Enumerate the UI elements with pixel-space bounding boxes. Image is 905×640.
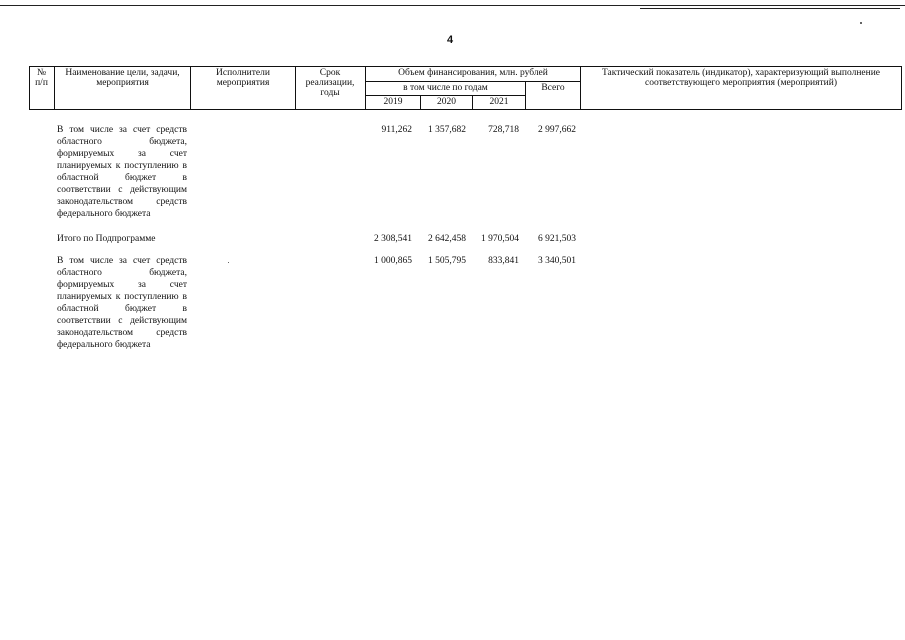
row-3-2019: 1 000,865 xyxy=(374,256,412,266)
row-1-2019: 911,262 xyxy=(381,125,412,135)
header-period: Срок реализации, годы xyxy=(305,68,355,98)
row-2-2020: 2 642,458 xyxy=(428,234,466,244)
header-funding: Объем финансирования, млн. рублей xyxy=(398,68,548,78)
row-1-total: 2 997,662 xyxy=(538,125,576,135)
header-executors: Исполнители мероприятия xyxy=(216,68,270,88)
row-2-2019: 2 308,541 xyxy=(374,234,412,244)
scan-edge-line xyxy=(0,5,905,6)
scan-edge-line-2 xyxy=(640,8,900,9)
header-total: Всего xyxy=(541,83,565,93)
page-number: 4 xyxy=(447,34,454,46)
header-year-2019: 2019 xyxy=(383,97,403,107)
scan-speck xyxy=(860,22,862,24)
row-1-2021: 728,718 xyxy=(488,125,519,135)
header-year-2021: 2021 xyxy=(489,97,509,107)
row-1-2020: 1 357,682 xyxy=(428,125,466,135)
header-name: Наименование цели, задачи, мероприятия xyxy=(65,68,180,88)
scan-speck-2 xyxy=(228,262,229,263)
row-3-2020: 1 505,795 xyxy=(428,256,466,266)
row-3-total: 3 340,501 xyxy=(538,256,576,266)
row-2-2021: 1 970,504 xyxy=(481,234,519,244)
header-by-years: в том числе по годам xyxy=(403,83,488,93)
row-3-name: В том числе за счет средств областного бюджета, формируемых за счет планируемых к поступлению в областной бюджет в соответствии с действующим законодательством средств федерального бюджета xyxy=(57,256,187,350)
row-3-2021: 833,841 xyxy=(488,256,519,266)
row-2-name: Итого по Подпрограмме xyxy=(57,234,156,244)
row-2-total: 6 921,503 xyxy=(538,234,576,244)
table-header xyxy=(29,66,902,110)
header-indicator: Тактический показатель (индикатор), характеризующий выполнение соответствующего мероприятия (мероприятий) xyxy=(601,68,881,88)
header-number: № п/п xyxy=(35,68,48,88)
row-1-name: В том числе за счет средств областного бюджета, формируемых за счет планируемых к поступлению в областной бюджет в соответствии с действующим законодательством средств федерального бюджета xyxy=(57,125,187,219)
header-year-2020: 2020 xyxy=(437,97,456,107)
